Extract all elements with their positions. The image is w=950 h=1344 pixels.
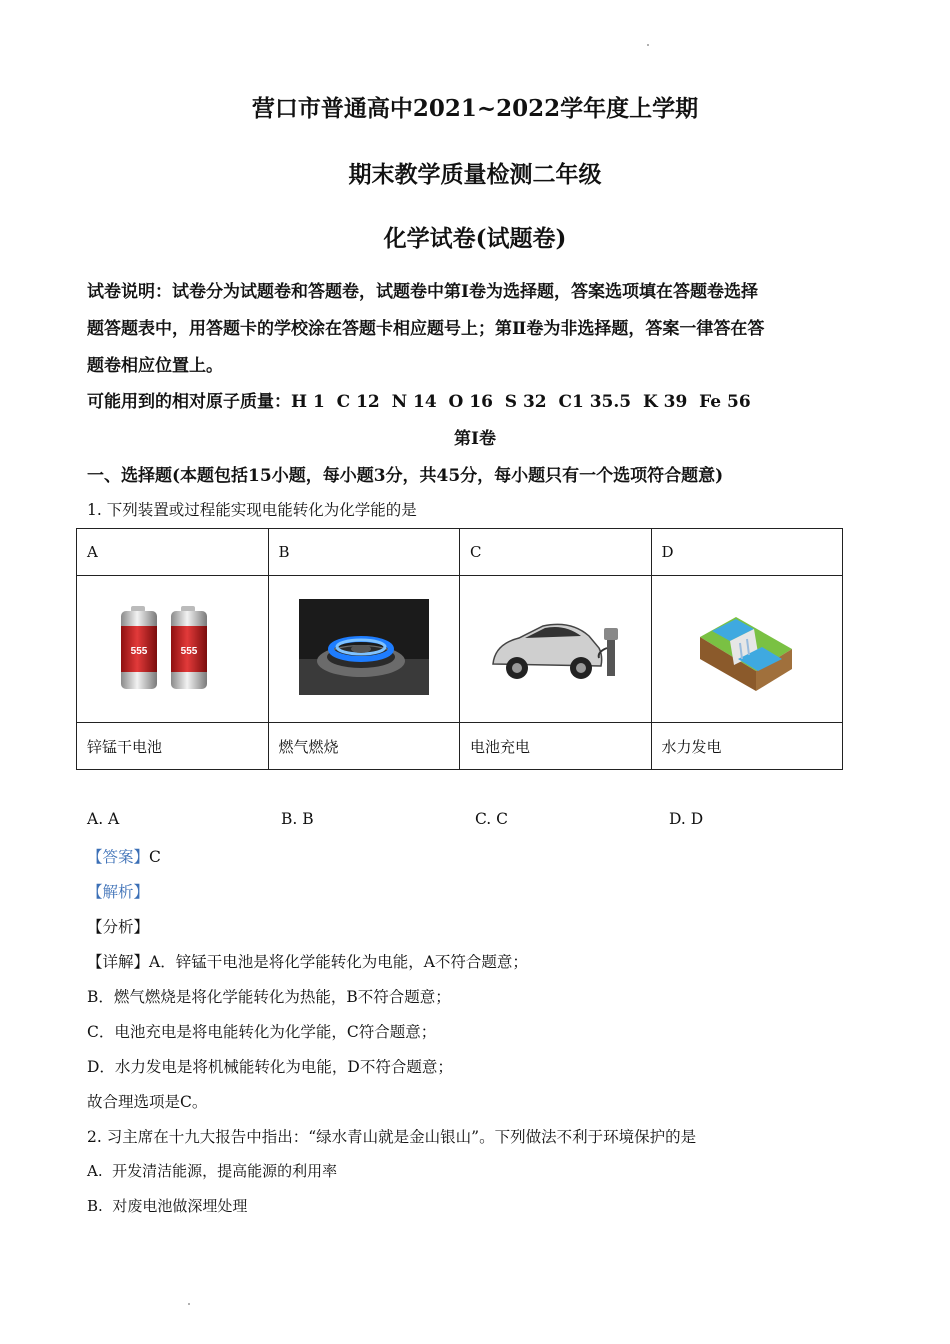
battery-label-right: 555 xyxy=(180,646,198,657)
q1-option-c: C. C xyxy=(475,810,509,828)
battery-image-cell xyxy=(77,576,269,723)
scan-dot xyxy=(188,1303,190,1305)
instructions-line-3: 题卷相应位置上。 xyxy=(87,356,223,376)
q2-option-b: B. 对废电池做深埋处理 xyxy=(87,1197,248,1215)
gas-burner-image-cell xyxy=(268,576,460,723)
title-line-3: 化学试卷(试题卷) xyxy=(383,225,567,252)
instructions-line-1: 试卷说明：试卷分为试题卷和答题卷，试题卷中第Ⅰ卷为选择题，答案选项填在答题卷选择 xyxy=(87,282,758,302)
col-b-header: B xyxy=(268,529,460,576)
fenxi-tag: 【分析】 xyxy=(87,918,150,936)
answer-value: C xyxy=(149,848,161,866)
col-a-header: A xyxy=(77,529,269,576)
caption-d: 水力发电 xyxy=(651,723,843,770)
section-heading: 一、选择题(本题包括15小题，每小题3分，共45分，每小题只有一个选项符合题意) xyxy=(87,466,724,486)
detail-a: 【详解】A．锌锰干电池是将化学能转化为电能，A不符合题意； xyxy=(87,953,528,971)
hydro-power-image-cell xyxy=(651,576,843,723)
conclusion: 故合理选项是C。 xyxy=(87,1093,208,1111)
detail-b: B．燃气燃烧是将化学能转化为热能，B不符合题意； xyxy=(87,988,451,1006)
col-c-header: C xyxy=(460,529,652,576)
detail-c: C．电池充电是将电能转化为化学能，C符合题意； xyxy=(87,1023,437,1041)
battery-label-left: 555 xyxy=(130,646,148,657)
q2-stem: 2. 习主席在十九大报告中指出：“绿水青山就是金山银山”。下列做法不利于环境保护的是 xyxy=(87,1128,697,1146)
gas-flame-icon xyxy=(299,599,429,695)
scan-dot xyxy=(647,44,649,46)
q1-option-d: D. D xyxy=(669,810,704,828)
q1-stem: 1. 下列装置或过程能实现电能转化为化学能的是 xyxy=(87,501,417,519)
instructions-line-2: 题答题表中，用答题卡的学校涂在答题卡相应题号上；第Ⅱ卷为非选择题，答案一律答在答 xyxy=(87,319,765,339)
col-d-header: D xyxy=(651,529,843,576)
title-line-1: 营口市普通高中2021~2022学年度上学期 xyxy=(251,95,699,122)
electric-car-charging-icon xyxy=(485,592,625,702)
caption-c: 电池充电 xyxy=(460,723,652,770)
zinc-manganese-battery-icon xyxy=(117,602,227,692)
q2-option-a: A. 开发清洁能源，提高能源的利用率 xyxy=(87,1162,338,1180)
car-charging-image-cell xyxy=(460,576,652,723)
caption-a: 锌锰干电池 xyxy=(77,723,269,770)
volume-heading: 第Ⅰ卷 xyxy=(454,429,496,449)
atomic-masses: 可能用到的相对原子质量：H 1 C 12 N 14 O 16 S 32 C1 35.5 K 39 Fe 56 xyxy=(87,392,751,412)
hydropower-dam-icon xyxy=(692,597,802,697)
q1-option-a: A. A xyxy=(87,810,120,828)
q1-answer xyxy=(87,845,161,867)
q1-options-table xyxy=(76,528,843,770)
title-line-2: 期末教学质量检测二年级 xyxy=(348,161,602,188)
detail-d: D．水力发电是将机械能转化为电能，D不符合题意； xyxy=(87,1058,453,1076)
caption-b: 燃气燃烧 xyxy=(268,723,460,770)
q1-option-b: B. B xyxy=(281,810,314,828)
analysis-tag: 【解析】 xyxy=(87,883,150,901)
answer-tag: 【答案】 xyxy=(87,848,150,866)
